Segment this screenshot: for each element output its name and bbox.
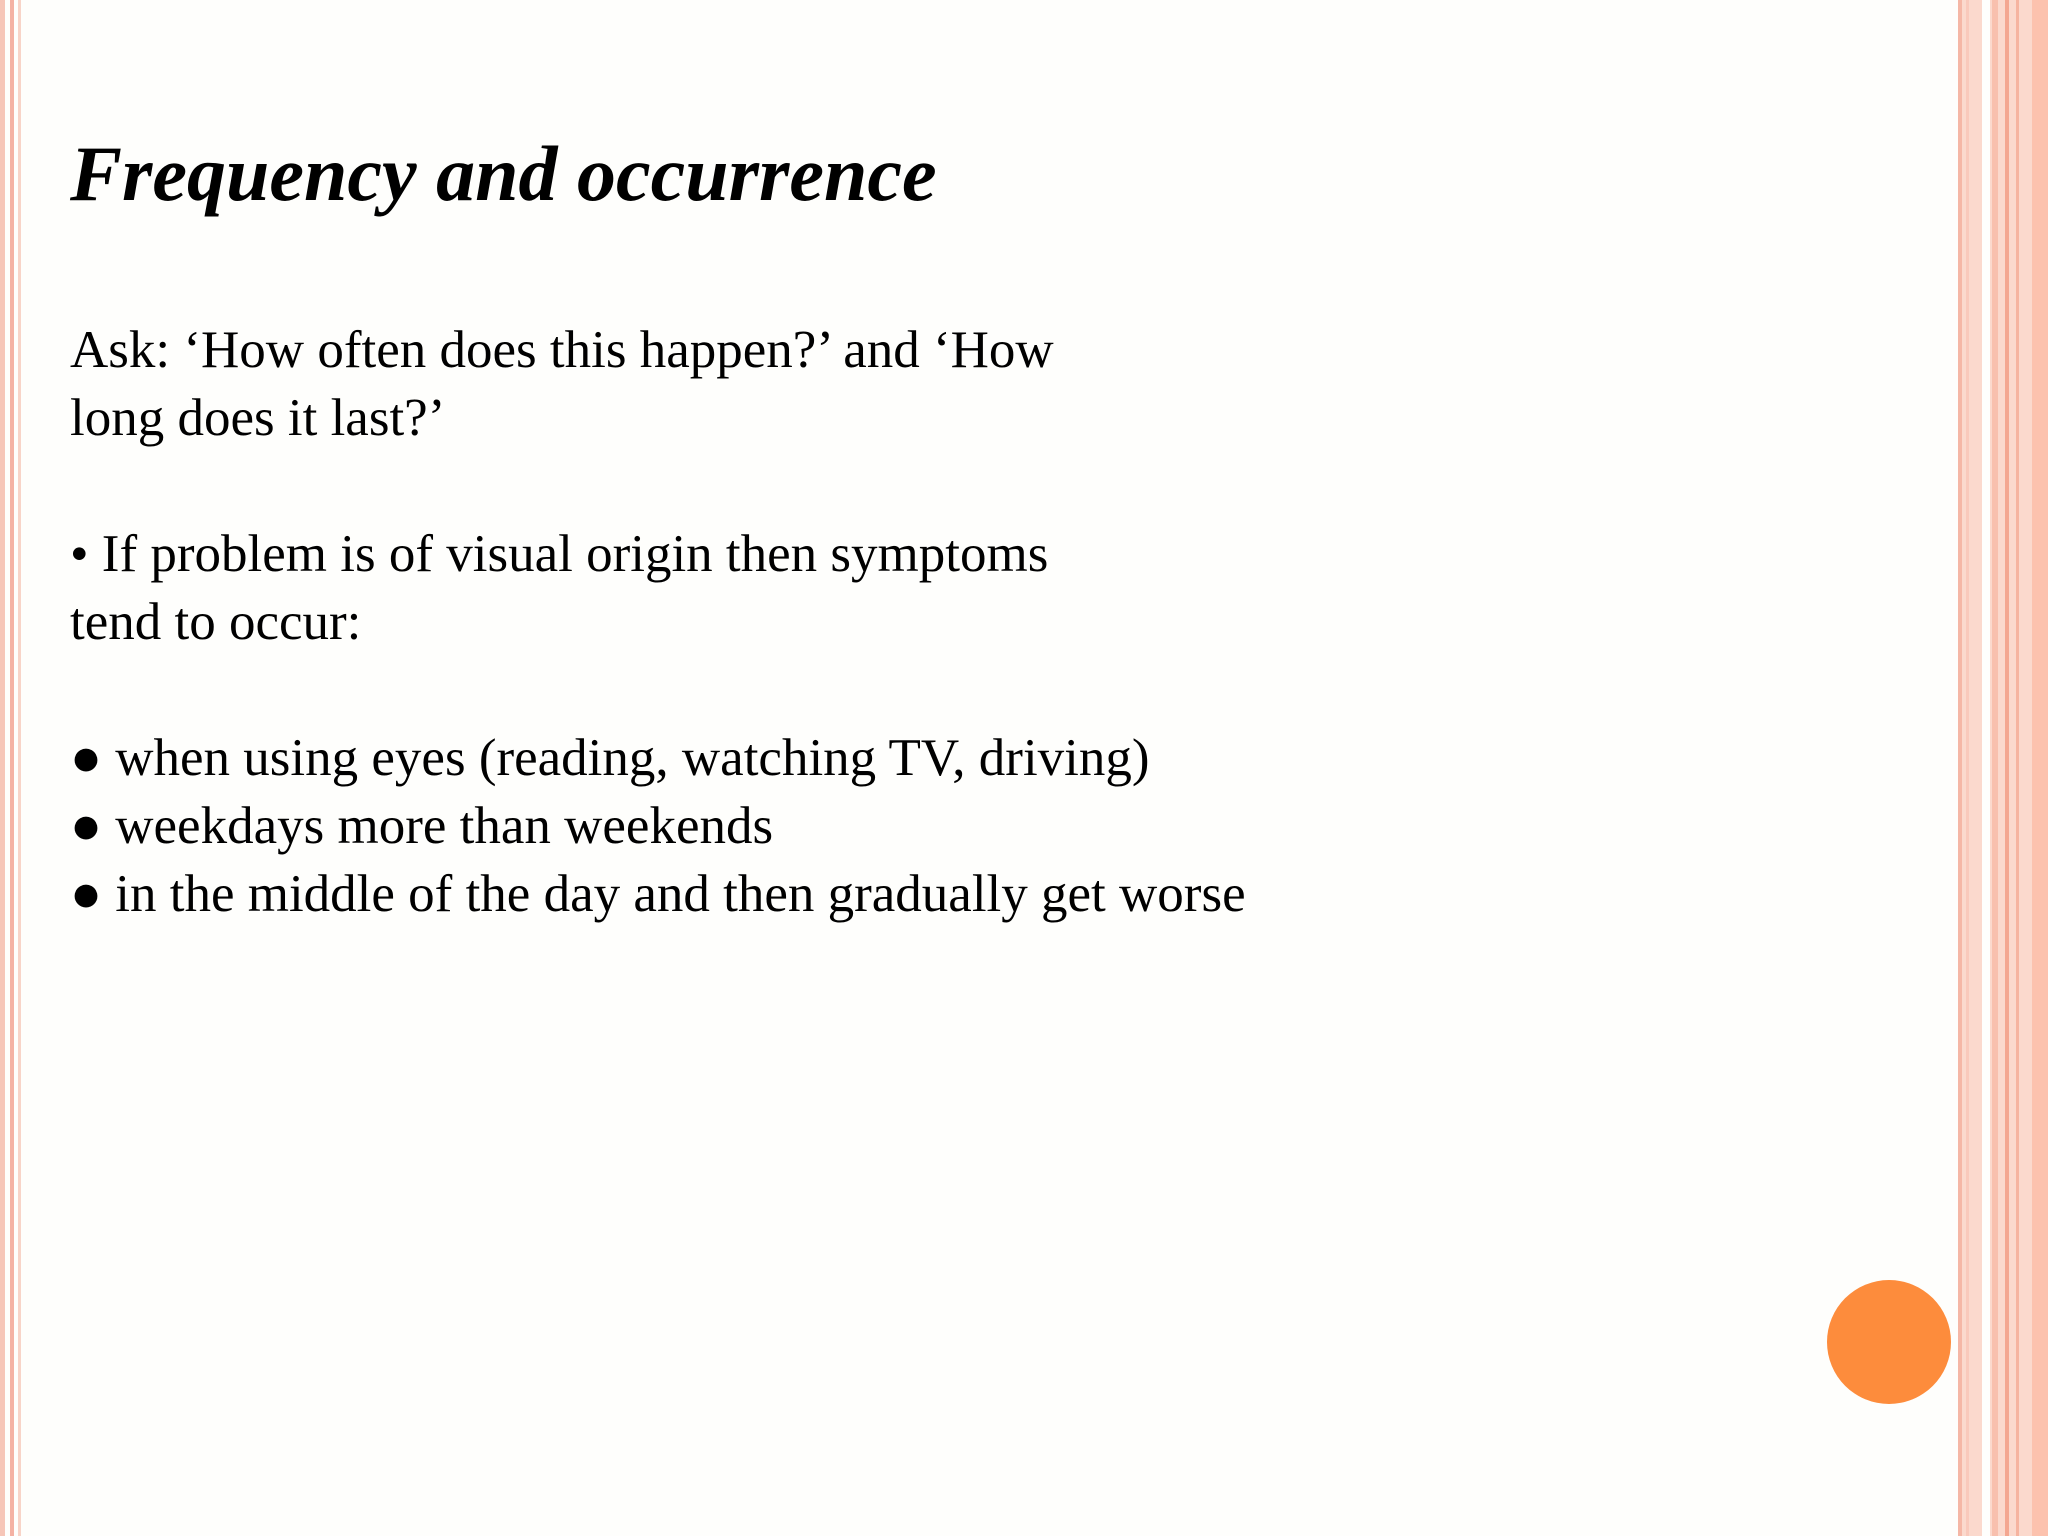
right-border-stripe (2032, 0, 2048, 1536)
right-border-stripe (1966, 0, 1969, 1536)
intro-line: • If problem is of visual origin then symptoms (70, 525, 1049, 583)
slide-title: Frequency and occurrence (70, 130, 937, 217)
right-border-stripe (1982, 0, 1990, 1536)
list-item: ● in the middle of the day and then gradually get worse (70, 865, 1246, 923)
question-line: Ask: ‘How often does this happen?’ and ‘How (70, 321, 1054, 379)
spacer (70, 452, 1370, 520)
right-border-stripe (1992, 0, 1998, 1536)
right-border-stripe (1958, 0, 1962, 1536)
right-border-stripe (2005, 0, 2009, 1536)
decorative-circle (1827, 1280, 1951, 1404)
left-border-stripe (0, 0, 5, 1536)
list-item: ● weekdays more than weekends (70, 797, 774, 855)
intro-line: tend to occur: (70, 593, 362, 651)
left-border-stripe (10, 0, 14, 1536)
slide-body (70, 316, 1370, 928)
right-border-stripe (2016, 0, 2019, 1536)
question-line: long does it last?’ (70, 389, 446, 447)
list-item: ● when using eyes (reading, watching TV, driving) (70, 729, 1150, 787)
spacer (70, 656, 1370, 724)
left-border-stripe (18, 0, 21, 1536)
